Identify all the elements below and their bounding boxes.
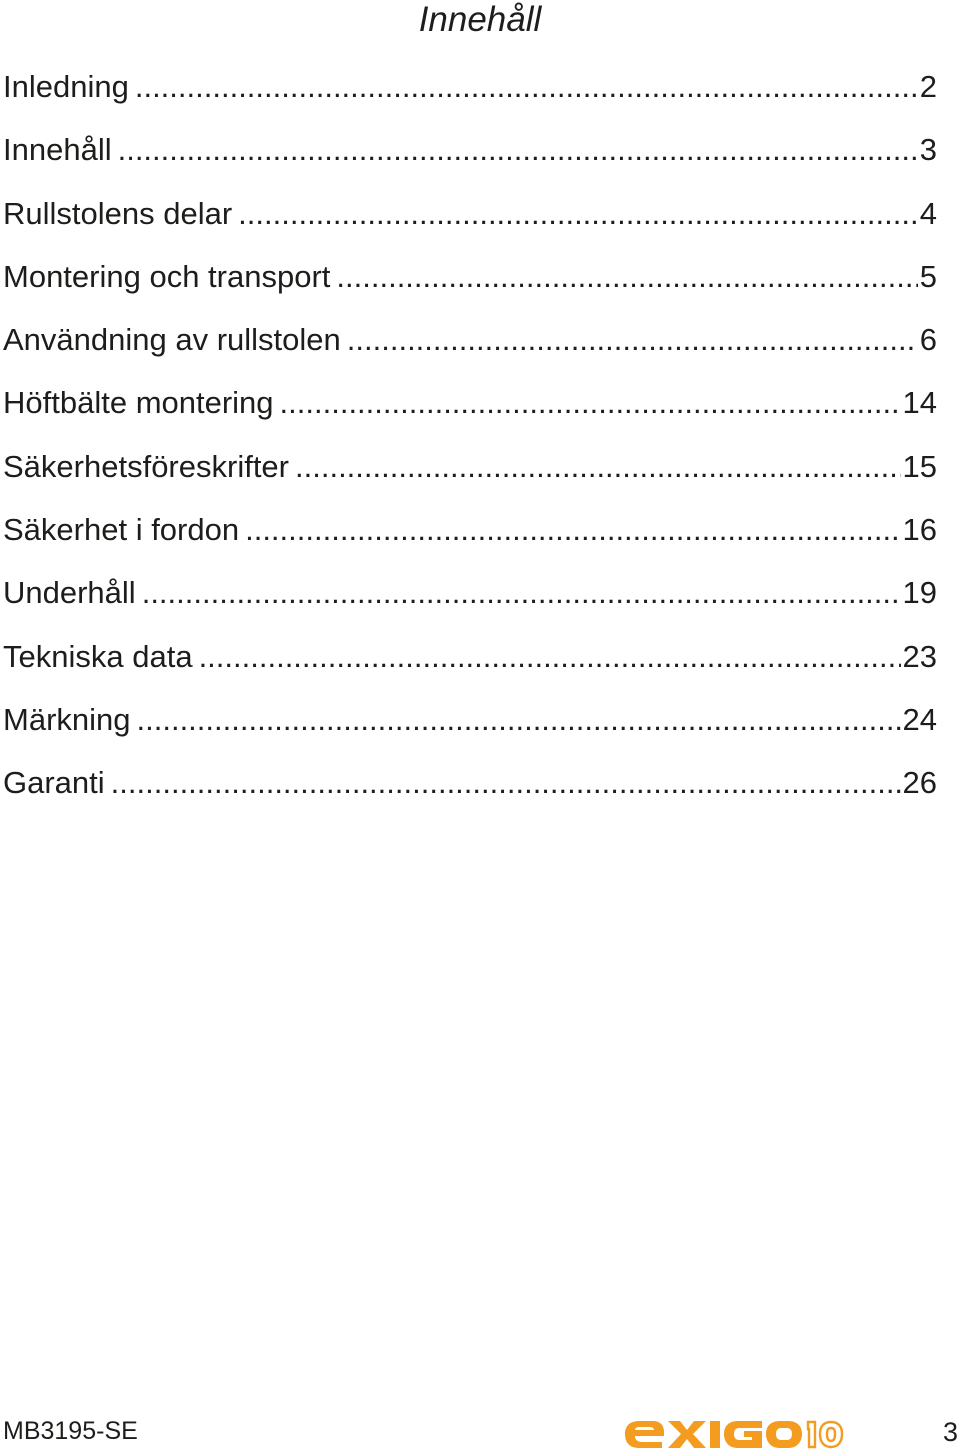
toc-entry-innehall[interactable] (3, 130, 937, 193)
toc-entry-rullstolens-delar[interactable] (3, 194, 937, 257)
toc-entry-page: 6 (919, 322, 937, 358)
toc-entry-title: Underhåll (3, 575, 136, 611)
toc-dot-leader (199, 637, 901, 677)
toc-entry-tekniska-data[interactable] (3, 637, 937, 700)
toc-dot-leader (347, 320, 918, 360)
toc-entry-page: 3 (919, 132, 937, 168)
toc-entry-page: 4 (919, 195, 937, 231)
toc-dot-leader (135, 67, 918, 107)
toc-entry-title: Inledning (3, 69, 129, 104)
toc-entry-markning[interactable] (3, 700, 937, 763)
toc-dot-leader (238, 194, 918, 234)
toc-dot-leader (295, 447, 901, 487)
toc-dot-leader (245, 510, 900, 550)
toc-dot-leader (336, 257, 917, 297)
toc-entry-title: Garanti (3, 765, 105, 801)
toc-dot-leader (111, 763, 901, 803)
toc-entry-garanti[interactable] (3, 763, 937, 826)
toc-entry-page: 19 (902, 575, 937, 611)
toc-entry-page: 16 (902, 512, 937, 548)
toc-entry-inledning[interactable] (3, 67, 937, 130)
toc-entry-page: 23 (902, 638, 937, 674)
page-title: Innehåll (418, 0, 542, 39)
toc-entry-underhall[interactable] (3, 573, 937, 636)
page-number: 3 (942, 1417, 958, 1447)
toc-entry-title: Säkerhetsföreskrifter (3, 448, 289, 484)
toc-entry-title: Användning av rullstolen (3, 322, 341, 358)
toc-entry-title: Säkerhet i fordon (3, 512, 240, 548)
toc-entry-sakerhet-i-fordon[interactable] (3, 510, 937, 573)
toc-entry-anvandning[interactable] (3, 320, 937, 383)
toc-dot-leader (118, 130, 918, 170)
toc-entry-page: 15 (902, 448, 937, 484)
toc-entry-page: 2 (919, 69, 937, 104)
exigo-10-logo (622, 1418, 844, 1450)
toc-dot-leader (142, 573, 901, 613)
document-code: MB3195-SE (3, 1417, 138, 1445)
toc-entry-title: Rullstolens delar (3, 195, 233, 231)
toc-entry-montering-och-transport[interactable] (3, 257, 937, 320)
toc-entry-page: 26 (902, 765, 937, 801)
toc-entry-title: Märkning (3, 701, 131, 737)
toc-entry-title: Höftbälte montering (3, 385, 274, 421)
toc-entry-hoftbalte[interactable] (3, 383, 937, 446)
toc-entry-title: Montering och transport (3, 258, 331, 294)
toc-dot-leader (280, 383, 901, 423)
toc-entry-sakerhetsforeskrifter[interactable] (3, 447, 937, 510)
toc-entry-title: Tekniska data (3, 638, 193, 674)
table-of-contents (3, 67, 937, 827)
toc-entry-title: Innehåll (3, 132, 112, 168)
toc-entry-page: 5 (919, 258, 937, 294)
toc-entry-page: 24 (902, 701, 937, 737)
toc-dot-leader (137, 700, 901, 740)
toc-entry-page: 14 (902, 385, 937, 421)
